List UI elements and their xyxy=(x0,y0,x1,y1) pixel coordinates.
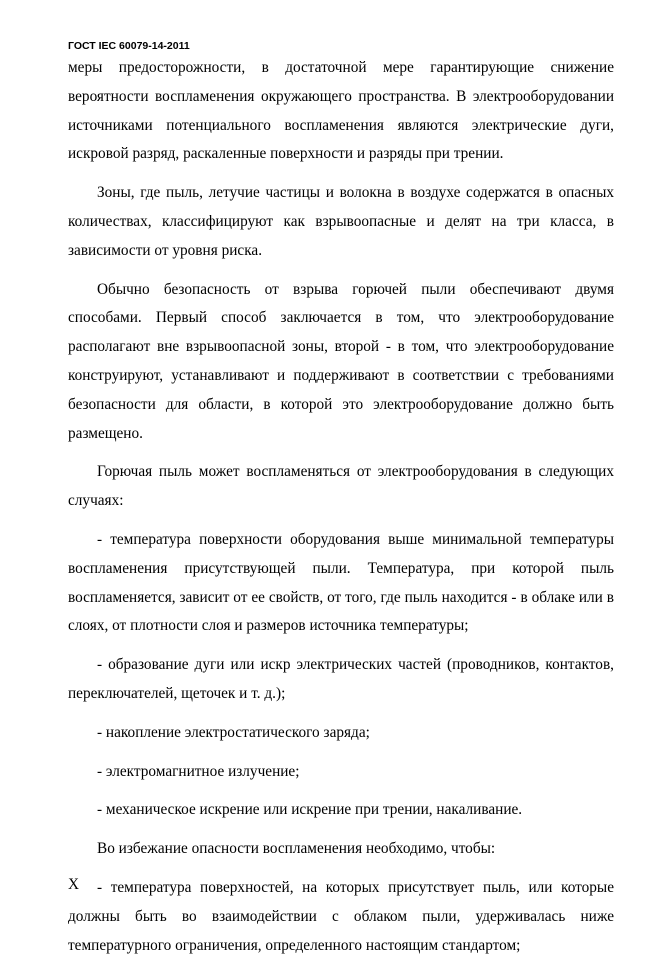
list-item-electromagnetic: - электромагнитное излучение; xyxy=(97,762,300,780)
list-item-mechanical-sparking: - механическое искрение или искрение при трении, накаливание. xyxy=(97,801,523,819)
paragraph-zones: Зоны, где пыль, летучие частицы и волокна в воздухе содержатся в опасных количествах, классифицируют как взрывоопасные и делят на три класса, в зависимости от уровня риска. xyxy=(68,184,614,259)
list-item-arcs-sparks: - образование дуги или искр электрических частей (проводников, контактов, переключателей, щеточек и т. д.); xyxy=(68,656,614,702)
paragraph-prevention: Во избежание опасности воспламенения необходимо, чтобы: xyxy=(97,840,496,858)
list-item-electrostatic: - накопление электростатического заряда; xyxy=(97,723,370,741)
paragraph-explosion-safety: Обычно безопасность от взрыва горючей пыли обеспечивают двумя способами. Первый способ заключается в том, что электрооборудование располагают вне взрывоопасной зоны, второй - в том, что электрооборудование конструируют, устанавливают и поддерживают в соответствии с требованиями безопасности для области, в которой это электрооборудование должно быть размещено. xyxy=(68,280,614,442)
page-number: X xyxy=(68,876,80,893)
document-header: ГОСТ IEC 60079-14-2011 xyxy=(68,40,190,52)
paragraph-continuation: меры предосторожности, в достаточной мере гарантирующие снижение вероятности воспламенения окружающего пространства. В электрооборудовании источниками потенциального воспламенения являются электрические дуги, искровой разряд, раскаленные поверхности и разряды при трении. xyxy=(68,59,614,163)
list-item-surface-temperature: - температура поверхности оборудования выше минимальной температуры воспламенения присутствующей пыли. Температура, при которой пыль воспламеняется, зависит от ее свойств, от того, где пыль находится - в облаке или в слоях, от плотности слоя и размеров источника температуры; xyxy=(68,530,614,635)
paragraph-ignition-cases: Горючая пыль может воспламеняться от электрооборудования в следующих случаях: xyxy=(68,463,614,510)
list-item-temperature-limit: - температура поверхностей, на которых присутствует пыль, или которые должны быть во взаимодействии с облаком пыли, удерживалась ниже температурного ограничения, определенного настоящим стандартом; xyxy=(68,878,614,954)
document-body xyxy=(68,54,614,970)
